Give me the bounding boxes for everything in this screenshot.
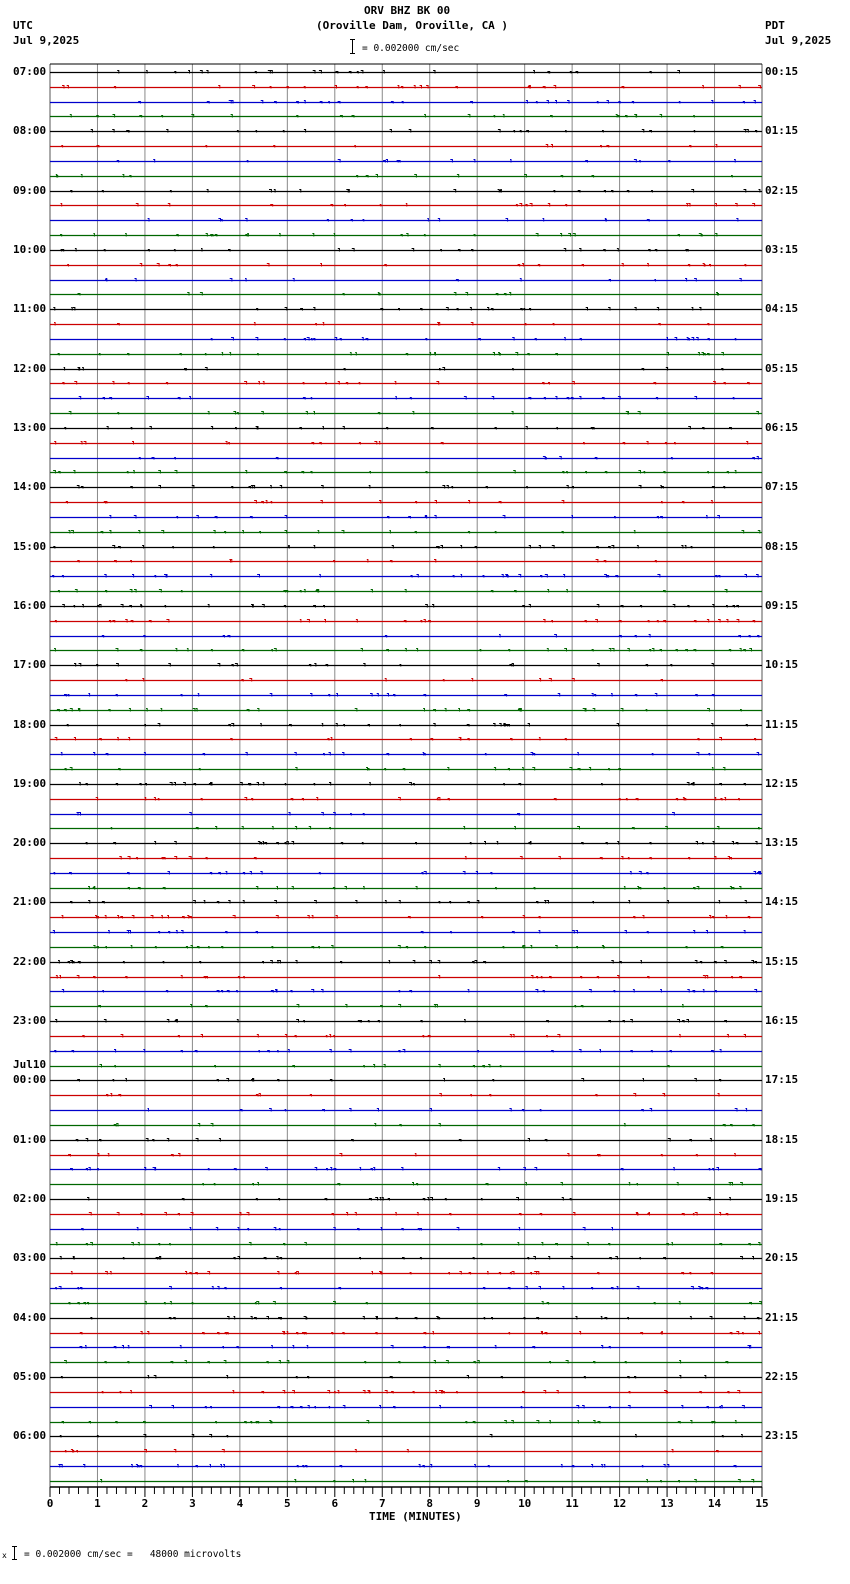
left-hour-label: 15:00 — [13, 539, 47, 553]
left-hour-label: 23:00 — [13, 1014, 47, 1028]
x-tick-label: 4 — [236, 1497, 244, 1510]
left-hour-label: 20:00 — [13, 836, 47, 850]
left-hour-label: 18:00 — [13, 717, 47, 731]
left-hour-label: 19:00 — [13, 776, 47, 790]
left-date: Jul 9,2025 — [13, 34, 80, 47]
right-hour-label: 09:15 — [765, 598, 799, 612]
left-hour-label: 08:00 — [13, 124, 47, 138]
x-tick-label: 7 — [378, 1497, 386, 1510]
scale-label: = 0.002000 cm/sec — [362, 43, 460, 54]
right-hour-label: 08:15 — [765, 539, 799, 553]
x-tick-label: 5 — [284, 1497, 291, 1510]
left-hour-label: 17:00 — [13, 658, 47, 672]
right-hour-label: 05:15 — [765, 361, 799, 375]
station-title: ORV BHZ BK 00 — [364, 4, 451, 17]
right-hour-label: 16:15 — [765, 1014, 799, 1028]
station-location: (Oroville Dam, Oroville, CA ) — [316, 19, 509, 32]
right-hour-label: 07:15 — [765, 480, 799, 494]
x-tick-label: 11 — [565, 1497, 579, 1510]
right-hour-label: 11:15 — [765, 717, 799, 731]
left-hour-label: 01:00 — [13, 1132, 47, 1146]
left-hour-label: 13:00 — [13, 420, 47, 434]
right-hour-label: 10:15 — [765, 658, 799, 672]
right-hour-label: 00:15 — [765, 65, 799, 78]
x-axis-title: TIME (MINUTES) — [369, 1510, 462, 1523]
left-hour-label: 00:00 — [13, 1073, 47, 1087]
x-tick-label: 0 — [46, 1497, 54, 1510]
left-timezone: UTC — [13, 19, 33, 32]
right-hour-label: 06:15 — [765, 420, 799, 434]
footer-scale-bar-icon — [14, 1546, 15, 1560]
right-hour-label: 04:15 — [765, 302, 799, 316]
right-hour-label: 19:15 — [765, 1192, 799, 1206]
right-hour-label: 23:15 — [765, 1429, 799, 1443]
left-hour-label: 16:00 — [13, 598, 47, 612]
left-hour-label: 04:00 — [13, 1310, 47, 1324]
left-hour-label: 11:00 — [13, 302, 47, 316]
right-hour-label: 22:15 — [765, 1370, 799, 1384]
x-tick-label: 8 — [426, 1497, 434, 1510]
x-tick-label: 12 — [613, 1497, 627, 1510]
left-hour-label: 10:00 — [13, 242, 47, 256]
right-hour-label: 01:15 — [765, 124, 799, 138]
x-tick-label: 3 — [189, 1497, 196, 1510]
left-hour-label: 05:00 — [13, 1370, 47, 1384]
left-hour-label: 06:00 — [13, 1429, 47, 1443]
right-hour-label: 17:15 — [765, 1073, 799, 1087]
left-date-change-label: Jul10 — [13, 1058, 47, 1072]
right-hour-label: 21:15 — [765, 1310, 799, 1324]
right-hour-label: 03:15 — [765, 242, 799, 256]
right-hour-label: 02:15 — [765, 183, 799, 197]
footer-prefix: x — [2, 1551, 7, 1560]
left-hour-label: 12:00 — [13, 361, 47, 375]
x-tick-label: 15 — [755, 1497, 769, 1510]
right-hour-label: 14:15 — [765, 895, 799, 909]
left-hour-label: 22:00 — [13, 954, 47, 968]
right-hour-label: 18:15 — [765, 1132, 799, 1146]
x-tick-label: 6 — [331, 1497, 339, 1510]
x-tick-label: 10 — [518, 1497, 532, 1510]
right-timezone: PDT — [765, 19, 785, 32]
left-hour-label: 09:00 — [13, 183, 47, 197]
x-tick-label: 2 — [141, 1497, 149, 1510]
x-tick-label: 14 — [707, 1497, 722, 1510]
left-hour-label: 07:00 — [13, 65, 47, 78]
left-hour-label: 21:00 — [13, 895, 47, 909]
x-tick-label: 9 — [473, 1497, 481, 1510]
right-date: Jul 9,2025 — [765, 34, 832, 47]
left-hour-label: 02:00 — [13, 1192, 47, 1206]
right-hour-label: 13:15 — [765, 836, 799, 850]
left-hour-label: 03:00 — [13, 1251, 47, 1265]
left-hour-label: 14:00 — [13, 480, 47, 494]
right-hour-label: 20:15 — [765, 1251, 799, 1265]
x-tick-label: 1 — [94, 1497, 101, 1510]
x-tick-label: 13 — [660, 1497, 674, 1510]
footer-scale-label: = 0.002000 cm/sec = 48000 microvolts — [24, 1549, 242, 1560]
right-hour-label: 15:15 — [765, 954, 799, 968]
right-hour-label: 12:15 — [765, 776, 799, 790]
